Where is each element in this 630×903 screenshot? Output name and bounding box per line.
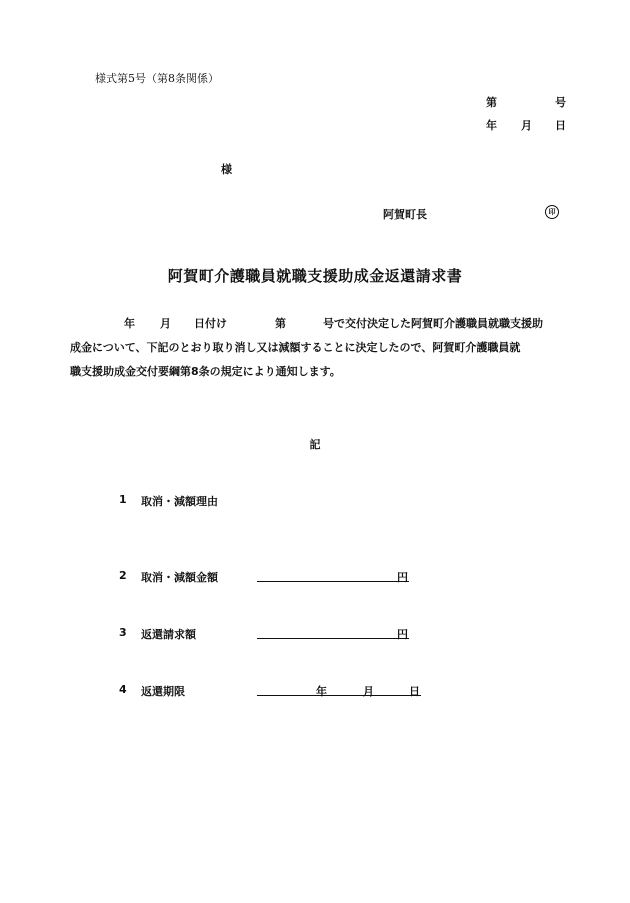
item-4-date-field xyxy=(257,681,421,696)
seal-mark: 印 xyxy=(545,205,559,219)
document-title: 阿賀町介護職員就職支援助成金返還請求書 xyxy=(167,267,463,285)
item-1-label: 取消・減額理由 xyxy=(141,495,218,508)
doc-number-prefix: 第 xyxy=(486,96,497,109)
body-line-3: 職支援助成金交付要綱第8条の規定により通知します。 xyxy=(70,365,341,378)
item-3-number: 3 xyxy=(119,626,127,639)
item-2-amount-field xyxy=(257,567,409,582)
body-day: 日付け xyxy=(194,317,227,330)
date-year: 年 xyxy=(486,119,497,132)
item-2-number: 2 xyxy=(119,569,127,582)
issuer-title: 阿賀町長 xyxy=(383,208,427,221)
item-2-unit: 円 xyxy=(397,571,408,584)
body-line1-rest: 号で交付決定した阿賀町介護職員就職支援助 xyxy=(323,317,543,330)
body-month: 月 xyxy=(160,317,171,330)
item-3-amount-field xyxy=(257,624,409,639)
form-number: 様式第5号（第8条関係） xyxy=(95,72,219,85)
item-3-label: 返還請求額 xyxy=(141,628,196,641)
item-4-year: 年 xyxy=(316,685,327,698)
item-1-number: 1 xyxy=(119,493,127,506)
body-year: 年 xyxy=(124,317,135,330)
item-4-month: 月 xyxy=(363,685,374,698)
item-4-number: 4 xyxy=(119,683,127,696)
body-no-prefix: 第 xyxy=(275,317,286,330)
item-4-day: 日 xyxy=(409,685,420,698)
item-3-unit: 円 xyxy=(397,628,408,641)
addressee-honorific: 様 xyxy=(221,163,232,176)
doc-number-suffix: 号 xyxy=(555,96,566,109)
body-line-2: 成金について、下記のとおり取り消し又は減額することに決定したので、阿賀町介護職員就 xyxy=(70,341,521,354)
item-4-label: 返還期限 xyxy=(141,685,185,698)
date-month: 月 xyxy=(521,119,532,132)
body-paragraph xyxy=(70,312,560,384)
date-day: 日 xyxy=(555,119,566,132)
ki-heading: 記 xyxy=(309,438,321,451)
item-2-label: 取消・減額金額 xyxy=(141,571,218,584)
